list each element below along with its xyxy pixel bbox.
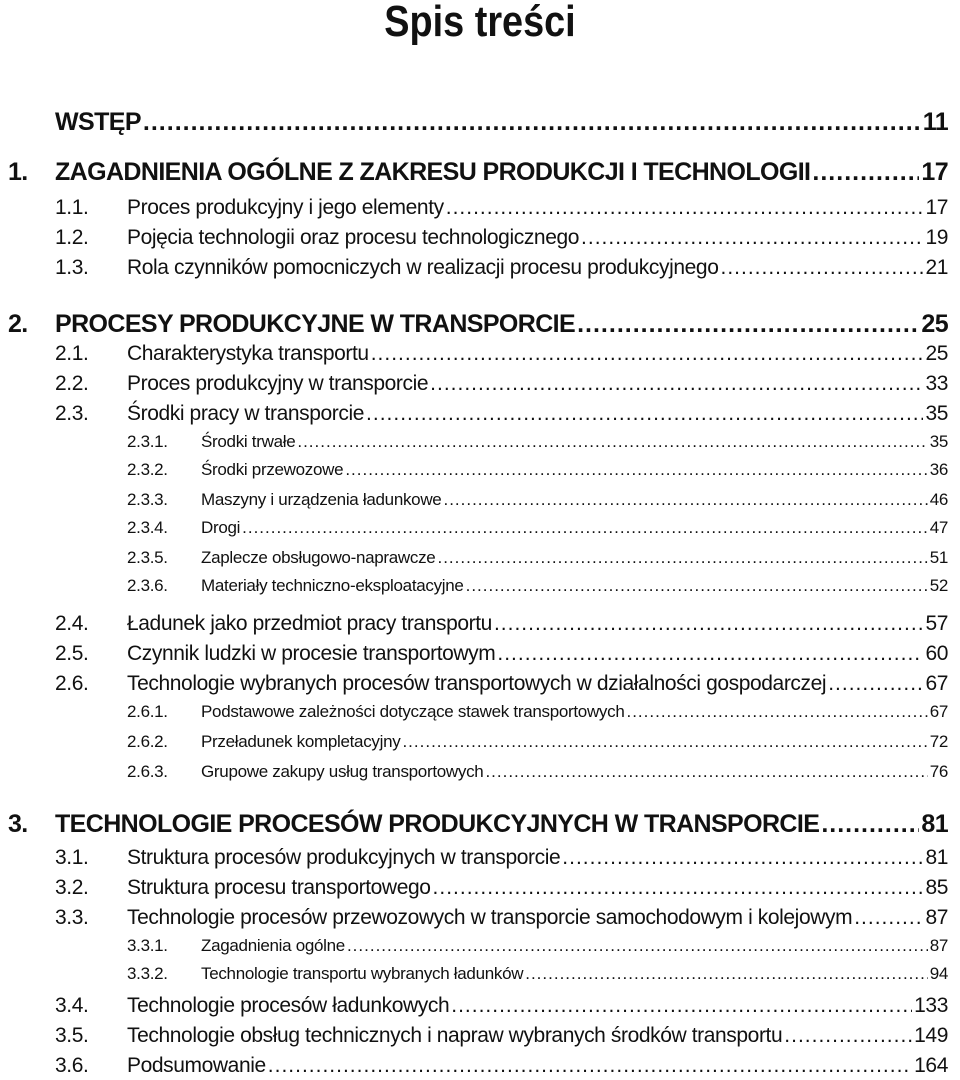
toc-entry-page: 52 bbox=[929, 576, 948, 595]
dot-leader bbox=[485, 762, 927, 782]
toc-entry bbox=[127, 576, 948, 596]
toc-entry-number: 3.3. bbox=[55, 906, 89, 929]
toc-entry-page: 25 bbox=[921, 310, 948, 338]
toc-entry bbox=[55, 672, 948, 696]
toc-entry bbox=[127, 702, 948, 722]
toc-entry-page: 67 bbox=[925, 672, 948, 695]
toc-entry-label: Podsumowanie bbox=[127, 1054, 266, 1077]
toc-entry-label: Charakterystyka transportu bbox=[127, 342, 369, 365]
dot-leader bbox=[577, 310, 919, 339]
toc-entry-number: 2.3.2. bbox=[127, 460, 168, 479]
toc-entry bbox=[127, 518, 948, 538]
toc-entry-number: 1.2. bbox=[55, 226, 89, 249]
toc-entry-number: 2.3.6. bbox=[127, 576, 168, 595]
dot-leader bbox=[143, 108, 921, 137]
toc-entry-page: 46 bbox=[929, 490, 948, 509]
toc-entry-label: PROCESY PRODUKCYJNE W TRANSPORCIE bbox=[55, 310, 576, 338]
toc-entry-label: Technologie wybranych procesów transportowych w działalności gospodarczej bbox=[127, 672, 827, 695]
toc-entry-page: 81 bbox=[921, 810, 948, 838]
dot-leader bbox=[466, 576, 928, 596]
toc-entry-label: Drogi bbox=[201, 518, 241, 537]
dot-leader bbox=[525, 964, 927, 984]
toc-entry-label: Zaplecze obsługowo-naprawcze bbox=[201, 548, 436, 567]
toc-entry-label: Struktura procesów produkcyjnych w transporcie bbox=[127, 846, 561, 869]
toc-entry-page: 87 bbox=[929, 936, 948, 955]
toc-entry bbox=[127, 432, 948, 452]
dot-leader bbox=[430, 372, 923, 396]
dot-leader bbox=[366, 402, 923, 426]
toc-entry-page: 87 bbox=[925, 906, 948, 929]
toc-entry-number: 3.2. bbox=[55, 876, 89, 899]
toc-entry-label: Technologie procesów przewozowych w transporcie samochodowym i kolejowym bbox=[127, 906, 853, 929]
toc-entry-page: 25 bbox=[925, 342, 948, 365]
toc-entry-page: 81 bbox=[925, 846, 948, 869]
toc-entry bbox=[127, 762, 948, 782]
toc-entry bbox=[127, 732, 948, 752]
dot-leader bbox=[821, 810, 919, 839]
toc-entry-number: 2.6.1. bbox=[127, 702, 168, 721]
toc-entry-label: Proces produkcyjny i jego elementy bbox=[127, 196, 444, 219]
toc-entry-number: 2. bbox=[8, 310, 28, 338]
toc-entry-number: 2.3. bbox=[55, 402, 89, 425]
toc-entry-page: 33 bbox=[925, 372, 948, 395]
toc-entry-page: 17 bbox=[925, 196, 948, 219]
toc-entry-page: 11 bbox=[922, 108, 948, 136]
toc-entry-page: 19 bbox=[925, 226, 948, 249]
toc-entry bbox=[127, 936, 948, 956]
toc-entry-number: 3. bbox=[8, 810, 28, 838]
toc-entry-number: 2.3.1. bbox=[127, 432, 168, 451]
toc-entry bbox=[55, 906, 948, 930]
toc-entry-page: 85 bbox=[925, 876, 948, 899]
toc-entry bbox=[55, 256, 948, 280]
dot-leader bbox=[784, 1024, 912, 1048]
dot-leader bbox=[347, 936, 928, 956]
toc-entry-page: 17 bbox=[921, 158, 948, 186]
toc-entry-label: Rola czynników pomocniczych w realizacji procesu produkcyjnego bbox=[127, 256, 719, 279]
toc-entry-number: 1.1. bbox=[55, 196, 89, 219]
toc-entry-number: 1.3. bbox=[55, 256, 89, 279]
toc-entry-number: 2.3.5. bbox=[127, 548, 168, 567]
toc-entry-label: Grupowe zakupy usług transportowych bbox=[201, 762, 484, 781]
toc-entry bbox=[55, 108, 948, 137]
toc-entry bbox=[55, 226, 948, 250]
toc-entry bbox=[55, 342, 948, 366]
toc-entry bbox=[127, 490, 948, 510]
toc-entry-number: 3.5. bbox=[55, 1024, 89, 1047]
toc-entry-number: 2.3.3. bbox=[127, 490, 168, 509]
toc-entry-number: 3.4. bbox=[55, 994, 89, 1017]
dot-leader bbox=[268, 1054, 912, 1078]
toc-entry-page: 47 bbox=[929, 518, 948, 537]
toc-entry-page: 35 bbox=[925, 402, 948, 425]
dot-leader bbox=[371, 342, 924, 366]
dot-leader bbox=[581, 226, 923, 250]
toc-entry bbox=[8, 810, 948, 839]
toc-entry-label: Czynnik ludzki w procesie transportowym bbox=[127, 642, 496, 665]
dot-leader bbox=[437, 548, 927, 568]
toc-entry-label: Struktura procesu transportowego bbox=[127, 876, 431, 899]
dot-leader bbox=[812, 158, 919, 187]
toc-entry-label: Podstawowe zależności dotyczące stawek transportowych bbox=[201, 702, 625, 721]
toc-entry-page: 36 bbox=[929, 460, 948, 479]
toc-entry-label: Środki trwałe bbox=[201, 432, 296, 451]
toc-entry-label: Środki przewozowe bbox=[201, 460, 344, 479]
toc-entry-label: Technologie transportu wybranych ładunków bbox=[201, 964, 524, 983]
toc-entry-label: Ładunek jako przedmiot pracy transportu bbox=[127, 612, 492, 635]
toc-entry-number: 2.6.2. bbox=[127, 732, 168, 751]
dot-leader bbox=[451, 994, 912, 1018]
dot-leader bbox=[433, 876, 924, 900]
toc-entry-page: 57 bbox=[925, 612, 948, 635]
toc-entry bbox=[127, 548, 948, 568]
toc-entry-label: Przeładunek kompletacyjny bbox=[201, 732, 401, 751]
toc-entry-number: 2.1. bbox=[55, 342, 89, 365]
dot-leader bbox=[854, 906, 923, 930]
toc-entry-page: 60 bbox=[925, 642, 948, 665]
toc-entry bbox=[55, 1024, 948, 1048]
toc-entry-page: 149 bbox=[914, 1024, 948, 1047]
toc-entry bbox=[8, 310, 948, 339]
toc-entry-number: 3.3.1. bbox=[127, 936, 168, 955]
toc-entry-page: 76 bbox=[929, 762, 948, 781]
toc-entry-label: ZAGADNIENIA OGÓLNE Z ZAKRESU PRODUKCJI I TECHNOLOGII bbox=[55, 158, 811, 186]
toc-entry-label: WSTĘP bbox=[55, 108, 141, 136]
toc-entry-label: Proces produkcyjny w transporcie bbox=[127, 372, 429, 395]
toc-entry-number: 2.4. bbox=[55, 612, 89, 635]
dot-leader bbox=[242, 518, 928, 538]
toc-entry bbox=[55, 196, 948, 220]
toc-entry-page: 21 bbox=[925, 256, 948, 279]
toc-entry-number: 2.6.3. bbox=[127, 762, 168, 781]
toc-entry-number: 1. bbox=[8, 158, 28, 186]
toc-entry-label: Zagadnienia ogólne bbox=[201, 936, 345, 955]
toc-entry-label: Technologie procesów ładunkowych bbox=[127, 994, 450, 1017]
toc-entry-page: 133 bbox=[914, 994, 948, 1017]
page-title: Spis treści bbox=[384, 0, 576, 46]
dot-leader bbox=[497, 642, 923, 666]
toc-entry-label: Maszyny i urządzenia ładunkowe bbox=[201, 490, 442, 509]
toc-entry bbox=[55, 994, 948, 1018]
toc-entry bbox=[55, 612, 948, 636]
toc-entry-number: 3.1. bbox=[55, 846, 89, 869]
dot-leader bbox=[297, 432, 927, 452]
toc-entry bbox=[127, 460, 948, 480]
toc-entry bbox=[55, 1054, 948, 1078]
toc-entry bbox=[8, 158, 948, 187]
dot-leader bbox=[626, 702, 927, 722]
toc-entry bbox=[55, 372, 948, 396]
toc-entry-page: 67 bbox=[929, 702, 948, 721]
toc-entry-label: Pojęcia technologii oraz procesu technologicznego bbox=[127, 226, 580, 249]
toc-entry-label: Technologie obsług technicznych i napraw wybranych środków transportu bbox=[127, 1024, 783, 1047]
dot-leader bbox=[828, 672, 923, 696]
toc-entry bbox=[55, 876, 948, 900]
toc-entry-number: 2.6. bbox=[55, 672, 89, 695]
toc-entry-page: 164 bbox=[914, 1054, 948, 1077]
toc-entry bbox=[127, 964, 948, 984]
toc-entry bbox=[55, 402, 948, 426]
toc-entry-label: Materiały techniczno-eksploatacyjne bbox=[201, 576, 464, 595]
toc-entry-label: TECHNOLOGIE PROCESÓW PRODUKCYJNYCH W TRANSPORCIE bbox=[55, 810, 820, 838]
toc-entry-number: 2.2. bbox=[55, 372, 89, 395]
toc-entry-number: 2.3.4. bbox=[127, 518, 168, 537]
toc-entry-number: 3.6. bbox=[55, 1054, 89, 1077]
dot-leader bbox=[562, 846, 923, 870]
dot-leader bbox=[402, 732, 927, 752]
toc-entry-number: 2.5. bbox=[55, 642, 89, 665]
dot-leader bbox=[720, 256, 923, 280]
dot-leader bbox=[345, 460, 927, 480]
toc-entry bbox=[55, 846, 948, 870]
dot-leader bbox=[446, 196, 924, 220]
toc-entry-page: 35 bbox=[929, 432, 948, 451]
toc-entry-label: Środki pracy w transporcie bbox=[127, 402, 365, 425]
dot-leader bbox=[443, 490, 927, 510]
toc-entry-page: 94 bbox=[929, 964, 948, 983]
toc-entry-page: 51 bbox=[929, 548, 948, 567]
toc-entry-number: 3.3.2. bbox=[127, 964, 168, 983]
toc-entry bbox=[55, 642, 948, 666]
toc-entry-page: 72 bbox=[929, 732, 948, 751]
dot-leader bbox=[494, 612, 923, 636]
